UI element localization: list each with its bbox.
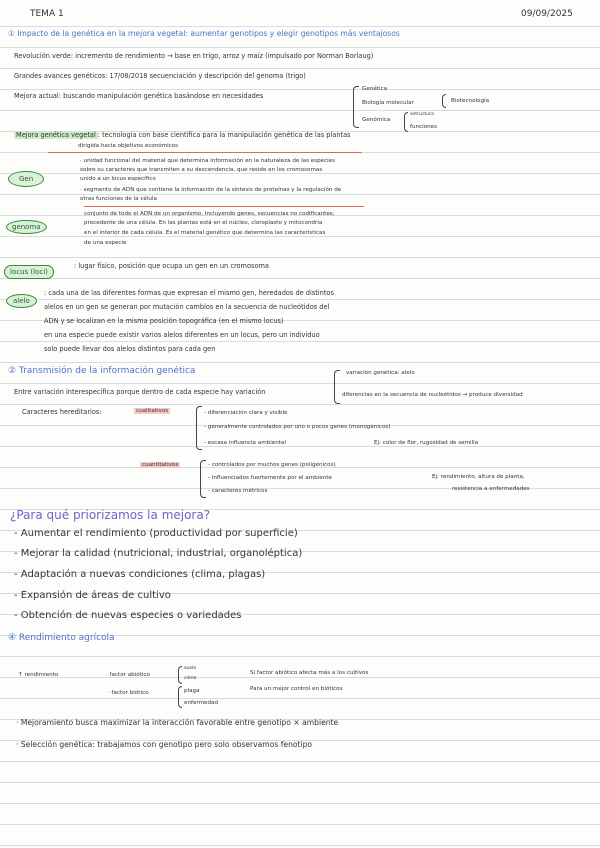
section-1-heading: ① Impacto de la genética en la mejora vegetal: aumentar genotipos y elegir genotipos más ventajosos <box>8 29 400 38</box>
gen-line-2: sobre su caracteres que transmiten a su descendencia, que reside en los cromosomas <box>80 167 323 173</box>
locus-text: : lugar físico, posición que ocupa un gen en un cromosoma <box>74 262 269 270</box>
definicion-texto: : tecnología con base científica para la manipulación genética de las plantas <box>97 131 351 139</box>
genomica-estructura: estructura <box>410 112 434 117</box>
cuantitativo-1: - controlados por muchos genes (poligénicos) <box>208 462 336 468</box>
nota-abiotico: Si factor abiótico afecta más a los cultivos <box>250 670 369 676</box>
mejora-actual-text: Mejora actual: buscando manipulación genética basándose en necesidades <box>14 92 264 100</box>
prioridad-5: - Obtención de nuevas especies o variedades <box>14 610 242 621</box>
genoma-line-2: procedente de una célula. En las plantas está en el núcleo, cloroplasto y mitocondria <box>84 220 323 226</box>
revolucion-verde-text: Revolución verde: incremento de rendimiento → base en trigo, arroz y maíz (impulsado por Norman Borlaug) <box>14 52 374 60</box>
gen-label: Gen <box>8 171 44 187</box>
alelo-line-3: ADN y se localizan en la misma posición topográfica (en el mismo locus) <box>44 317 284 325</box>
alelo-line-5: solo puede llevar dos alelos distintos para cada gen <box>44 345 216 353</box>
gen-line-3: unido a un locus específico <box>80 176 156 182</box>
genoma-line-4: de una especie <box>84 240 127 246</box>
alelo-bubble <box>6 288 37 308</box>
divider-2 <box>84 206 364 207</box>
brace-genetica: Genética <box>362 86 388 92</box>
genoma-bubble <box>6 214 47 234</box>
cualitativo-2: - generalmente controlados por uno o pocos genes (monogénicos) <box>204 424 391 430</box>
definicion-texto-2: dirigida hacia objetivos económicos <box>78 143 179 149</box>
factor-enfermedad: enfermedad <box>184 700 219 706</box>
brace-bio <box>442 94 446 108</box>
cualitativos-label <box>134 408 170 414</box>
genoma-label: genoma <box>6 220 47 234</box>
rendimiento-label: ↑ rendimiento <box>18 672 59 678</box>
locus-bubble <box>4 259 54 279</box>
factor-abiotico: · factor abiótico <box>106 672 150 678</box>
prioridades-heading: ¿Para qué priorizamos la mejora? <box>10 508 211 522</box>
cuantitativos-text: cuantitativos <box>142 462 179 468</box>
gen-line-5: otras funciones de la célula <box>80 196 157 202</box>
brace-biotico <box>178 686 182 708</box>
section-2-heading: ② Transmisión de la información genética <box>8 366 196 376</box>
alelo-line-1: : cada una de las diferentes formas que expresan el mismo gen, heredados de distintos <box>44 289 334 297</box>
alelo-label: alelo <box>6 294 37 308</box>
prioridad-2: - Mejorar la calidad (nutricional, industrial, organoléptica) <box>14 548 303 559</box>
brace-variacion <box>334 370 340 404</box>
caracteres-label: Caracteres hereditarios: <box>22 408 102 416</box>
factor-suelo: suelo <box>184 666 197 671</box>
genoma-line-1: conjunto de todo el ADN de un organismo, incluyendo genes, secuencias no codificantes, <box>84 211 335 217</box>
alelo-line-2: alelos en un gen se generan por mutación cambios en la secuencia de nucleótidos del <box>44 303 330 311</box>
brace-abiotico <box>178 666 182 684</box>
gen-line-4: · segmento de ADN que contiene la información de la síntesis de proteínas y la regulación de <box>80 187 342 193</box>
cualitativos-text: cualitativos <box>136 408 169 414</box>
brace-genomica-sub <box>404 112 408 132</box>
brace-biologia: Biología molecular <box>362 100 414 106</box>
definicion-mejora <box>14 131 351 139</box>
brace-cualitativos <box>196 406 202 450</box>
definicion-label: Mejora genética vegetal <box>16 131 96 139</box>
cuantitativos-label <box>140 462 180 468</box>
prioridad-1: - Aumentar el rendimiento (productividad por superficie) <box>14 528 298 539</box>
locus-label: locus (loci) <box>4 265 54 279</box>
divider-1 <box>48 152 362 153</box>
cuantitativo-ejemplo-2: resistencia a enfermedades <box>452 486 530 492</box>
entre-text: Entre variación interespecífica porque dentro de cada especie hay variación <box>14 388 266 396</box>
factor-biotico: · factor biótico <box>108 690 149 696</box>
diferencias-text: diferencias en la secuencia de nucleótidos → produce diversidad <box>342 392 523 398</box>
page-title: TEMA 1 <box>30 9 64 19</box>
bullet-seleccion: · Selección genética: trabajamos con genotipo pero solo observamos fenotipo <box>16 740 313 749</box>
cualitativo-1: - diferenciación clara y visible <box>204 410 288 416</box>
cuantitativo-3: - caracteres métricos <box>208 488 268 494</box>
cuantitativo-2: - influenciados fuertemente por el ambiente <box>208 475 332 481</box>
avances-text: Grandes avances genéticos: 17/08/2018 secuenciación y descripción del genoma (trigo) <box>14 72 306 80</box>
bullet-mejoramiento: · Mejoramiento busca maximizar la interacción favorable entre genotipo × ambiente <box>16 718 339 727</box>
gen-bubble <box>8 166 44 187</box>
cuantitativo-ejemplo: Ej: rendimiento, altura de planta, <box>432 474 525 480</box>
prioridad-3: - Adaptación a nuevas condiciones (clima, plagas) <box>14 569 266 580</box>
brace-mejora <box>353 86 359 128</box>
factor-clima: clima <box>184 676 197 681</box>
prioridad-4: - Expansión de áreas de cultivo <box>14 590 171 601</box>
alelo-line-4: en una especie puede existir varios alelos diferentes en un locus, pero un individuo <box>44 331 320 339</box>
page-date: 09/09/2025 <box>521 9 573 19</box>
genomica-funciones: funciones <box>410 124 438 130</box>
variacion-genetica: variación genética: alelo <box>346 370 415 376</box>
genoma-line-3: en el interior de cada célula. Es el material genético que determina las características <box>84 230 326 236</box>
brace-genomica: Genómica <box>362 117 391 123</box>
gen-line-1: · unidad funcional del material que determina información en la naturaleza de las especies <box>80 158 336 164</box>
section-4-heading: ④ Rendimiento agrícola <box>8 633 115 643</box>
cualitativo-3: - escasa influencia ambiental <box>204 440 286 446</box>
brace-cuantitativos <box>200 460 206 498</box>
nota-biotico: Para un mejor control en bióticos <box>250 686 343 692</box>
factor-plaga: plaga <box>184 688 200 694</box>
cualitativo-ejemplo: Ej: color de flor, rugosidad de semilla <box>374 440 479 446</box>
brace-biotecnologia: Biotecnología <box>451 98 490 104</box>
